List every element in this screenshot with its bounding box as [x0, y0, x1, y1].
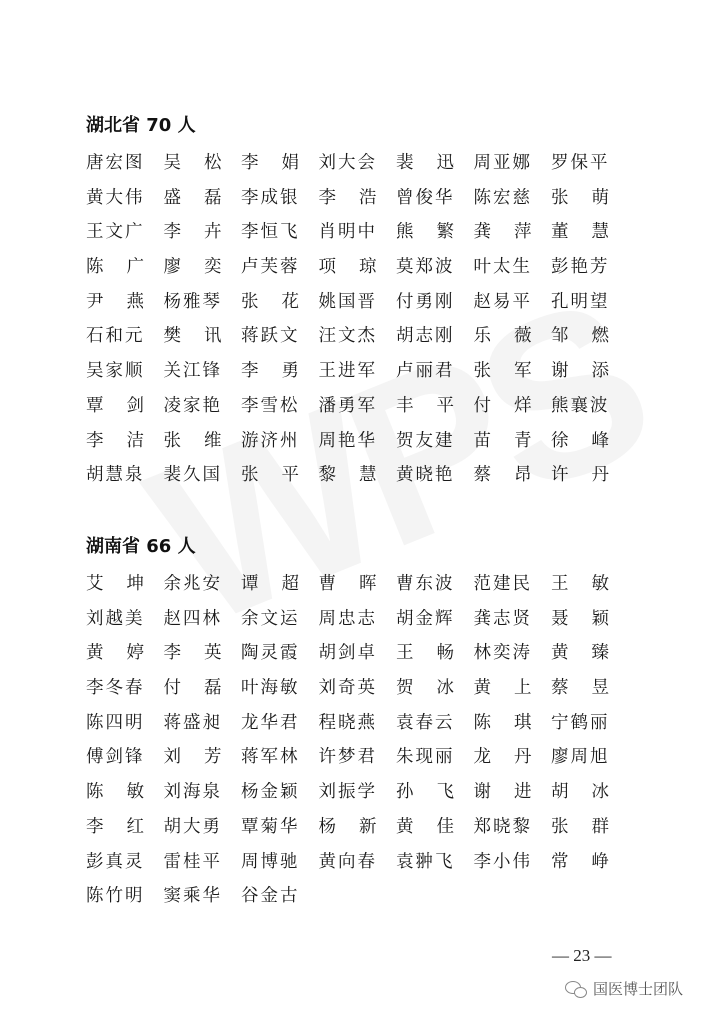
name-entry: 刘振学 [318, 782, 377, 803]
name-entry: 李浩 [318, 187, 377, 208]
name-entry: 蒋军林 [241, 747, 299, 768]
name-entry: 林奕涛 [473, 643, 532, 664]
brand-footer [565, 978, 683, 999]
name-entry: 蒋跃文 [241, 326, 299, 347]
hunan-section [86, 533, 646, 914]
name-entry: 余兆安 [163, 574, 222, 594]
hubei-heading: 湖北省 70 人 [86, 115, 196, 136]
name-entry: 黄晓艳 [396, 465, 454, 486]
hubei-section [86, 112, 646, 493]
name-entry: 黄向春 [318, 851, 377, 872]
name-entry: 游济州 [241, 430, 299, 451]
name-entry: 熊繁 [396, 222, 454, 243]
name-entry: 袁翀飞 [396, 851, 454, 872]
name-entry: 樊讯 [163, 326, 222, 347]
name-entry: 袁春云 [396, 712, 454, 733]
name-entry: 张花 [241, 291, 299, 312]
name-entry: 付烊 [473, 395, 532, 416]
name-entry: 许丹 [551, 465, 609, 486]
name-entry: 徐峰 [551, 430, 609, 451]
name-entry: 刘奇英 [318, 678, 377, 699]
name-entry: 谢添 [551, 361, 609, 382]
name-entry: 乐薇 [473, 326, 532, 347]
name-entry: 窦乘华 [163, 886, 222, 907]
name-entry: 周博驰 [241, 851, 299, 872]
wechat-icon [565, 980, 587, 998]
hunan-name-grid [86, 567, 646, 914]
name-entry: 张军 [473, 361, 532, 382]
name-entry: 周忠志 [318, 608, 377, 629]
name-entry: 李雪松 [241, 395, 299, 416]
name-entry: 熊襄波 [551, 395, 609, 416]
name-entry: 汪文杰 [318, 326, 377, 347]
name-entry: 范建民 [473, 574, 532, 594]
name-entry: 陈琪 [473, 712, 532, 733]
name-entry: 常峥 [551, 851, 609, 872]
name-entry: 李卉 [163, 222, 222, 243]
name-entry: 陈广 [86, 257, 144, 278]
name-entry: 吴家顺 [86, 361, 144, 382]
name-entry: 肖明中 [318, 222, 377, 243]
name-entry: 莫郑波 [396, 257, 454, 278]
name-entry: 覃菊华 [241, 816, 299, 837]
name-entry: 石和元 [86, 326, 144, 347]
name-entry: 苗青 [473, 430, 532, 451]
name-entry: 胡剑卓 [318, 643, 377, 664]
name-entry: 陈宏慈 [473, 187, 532, 208]
name-entry: 杨雅琴 [163, 291, 222, 312]
name-entry: 黄上 [473, 678, 532, 699]
name-entry: 潘勇军 [318, 395, 377, 416]
name-entry: 李小伟 [473, 851, 532, 872]
name-entry: 张维 [163, 430, 222, 451]
name-entry: 聂颖 [551, 608, 609, 629]
name-entry: 李勇 [241, 361, 299, 382]
name-entry: 姚国晋 [318, 291, 377, 312]
brand-text: 国医博士团队 [593, 980, 684, 998]
name-entry: 凌家艳 [163, 395, 222, 416]
name-entry: 丰平 [396, 395, 454, 416]
name-entry: 余文运 [241, 608, 299, 629]
name-entry: 卢丽君 [396, 361, 454, 382]
name-entry: 付磊 [163, 678, 222, 699]
name-entry: 刘越美 [86, 608, 144, 629]
name-entry: 裴久国 [163, 465, 222, 486]
name-entry: 刘海泉 [163, 782, 222, 803]
name-entry: 艾坤 [86, 574, 144, 594]
name-entry: 曹晖 [318, 574, 377, 594]
name-entry: 陈竹明 [86, 886, 144, 907]
hunan-heading: 湖南省 66 人 [86, 536, 196, 557]
name-entry: 廖奕 [163, 257, 222, 278]
name-entry: 杨新 [318, 816, 377, 837]
name-entry: 叶太生 [473, 257, 532, 278]
name-entry: 龙丹 [473, 747, 532, 768]
name-entry: 张萌 [551, 187, 609, 208]
name-entry: 尹燕 [86, 291, 144, 312]
name-entry: 贺友建 [396, 430, 454, 451]
name-entry: 王敏 [551, 574, 609, 594]
name-entry: 傅剑锋 [86, 747, 144, 768]
name-entry: 彭艳芳 [551, 257, 609, 278]
name-entry: 贺冰 [396, 678, 454, 699]
name-entry: 张平 [241, 465, 299, 486]
name-entry: 胡冰 [551, 782, 609, 803]
name-entry: 黄大伟 [86, 187, 144, 208]
name-entry: 项琼 [318, 257, 377, 278]
name-entry: 陈四明 [86, 712, 144, 733]
name-entry: 王文广 [86, 222, 144, 243]
name-entry: 郑晓黎 [473, 816, 532, 837]
name-entry: 朱现丽 [396, 747, 454, 768]
name-entry: 龙华君 [241, 712, 299, 733]
name-entry: 李英 [163, 643, 222, 664]
name-entry: 李红 [86, 816, 144, 837]
name-entry: 陶灵霞 [241, 643, 299, 664]
name-entry: 胡慧泉 [86, 465, 144, 486]
name-entry: 覃剑 [86, 395, 144, 416]
name-entry: 付勇刚 [396, 291, 454, 312]
page-number: — 23 — [552, 946, 612, 965]
name-entry: 周艳华 [318, 430, 377, 451]
name-entry: 杨金颖 [241, 782, 299, 803]
name-entry: 许梦君 [318, 747, 377, 768]
name-entry: 裴迅 [396, 153, 454, 173]
name-entry: 蒋盛昶 [163, 712, 222, 733]
name-entry: 邹燃 [551, 326, 609, 347]
name-entry: 关江锋 [163, 361, 222, 382]
name-entry: 李娟 [241, 153, 299, 173]
name-entry: 卢芙蓉 [241, 257, 299, 278]
name-entry: 谷金古 [241, 886, 299, 907]
name-entry: 周亚娜 [473, 153, 532, 173]
name-entry: 陈敏 [86, 782, 144, 803]
name-entry: 赵四林 [163, 608, 222, 629]
name-entry: 吴松 [163, 153, 222, 173]
name-entry: 李恒飞 [241, 222, 299, 243]
name-entry: 赵易平 [473, 291, 532, 312]
name-entry: 孙飞 [396, 782, 454, 803]
name-entry: 蔡昂 [473, 465, 532, 486]
name-entry: 罗保平 [551, 153, 609, 173]
name-entry: 宁鹤丽 [551, 712, 609, 733]
name-entry: 唐宏图 [86, 153, 144, 173]
name-entry: 黄佳 [396, 816, 454, 837]
name-entry: 谢进 [473, 782, 532, 803]
name-entry: 黎慧 [318, 465, 377, 486]
name-entry: 黄婷 [86, 643, 144, 664]
name-entry: 黄臻 [551, 643, 609, 664]
name-entry: 盛磊 [163, 187, 222, 208]
name-entry: 彭真灵 [86, 851, 144, 872]
name-entry: 龚志贤 [473, 608, 532, 629]
hubei-name-grid [86, 146, 646, 493]
name-entry: 谭超 [241, 574, 299, 594]
name-entry: 曹东波 [396, 574, 454, 594]
name-entry: 李成银 [241, 187, 299, 208]
name-entry: 程晓燕 [318, 712, 377, 733]
name-entry: 胡金辉 [396, 608, 454, 629]
name-entry: 雷桂平 [163, 851, 222, 872]
name-entry: 蔡昱 [551, 678, 609, 699]
name-entry: 孔明望 [551, 291, 609, 312]
name-entry: 叶海敏 [241, 678, 299, 699]
name-entry: 刘芳 [163, 747, 222, 768]
name-entry: 董慧 [551, 222, 609, 243]
name-entry: 刘大会 [318, 153, 377, 173]
name-entry: 胡志刚 [396, 326, 454, 347]
name-entry: 李洁 [86, 430, 144, 451]
name-entry: 胡大勇 [163, 816, 222, 837]
name-entry: 王畅 [396, 643, 454, 664]
name-entry: 曾俊华 [396, 187, 454, 208]
name-entry: 李冬春 [86, 678, 144, 699]
name-entry: 王进军 [318, 361, 377, 382]
name-entry: 龚萍 [473, 222, 532, 243]
name-entry: 廖周旭 [551, 747, 609, 768]
name-entry: 张群 [551, 816, 609, 837]
